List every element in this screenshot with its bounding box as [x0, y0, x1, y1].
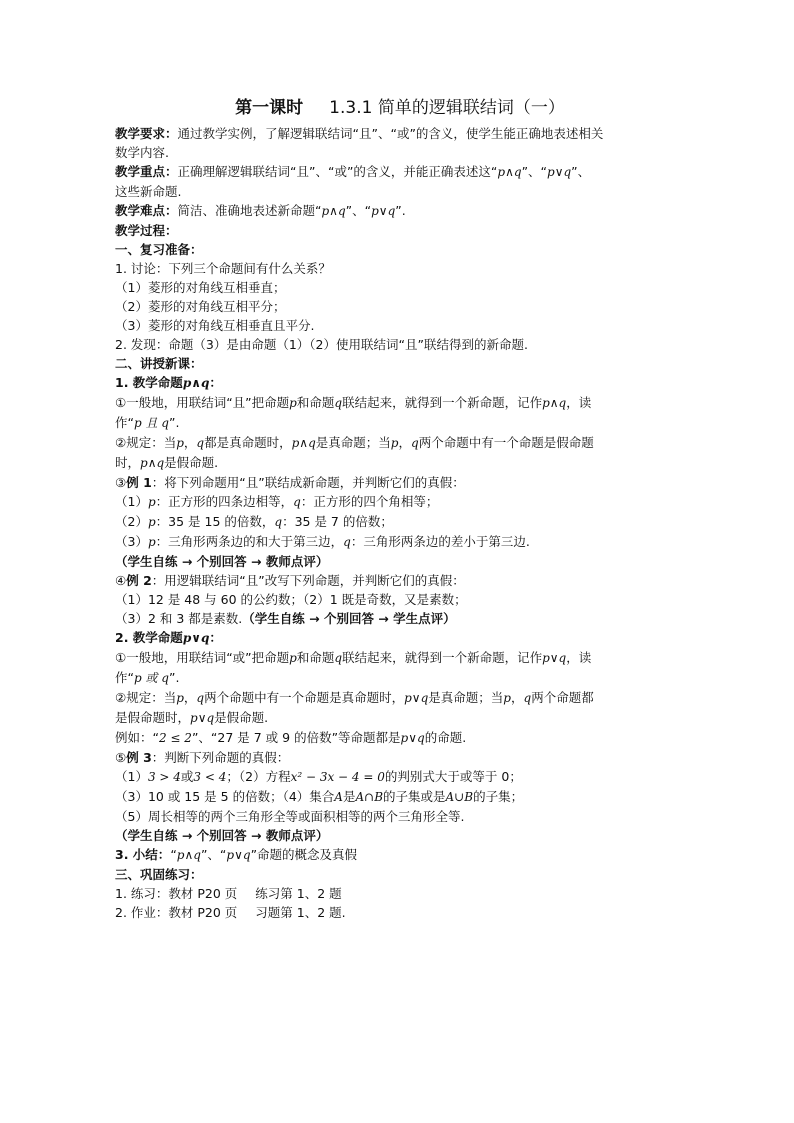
practice-item: 1. 练习：教材 P20 页 练习第 1、2 题 [115, 886, 342, 901]
requirements-line-2: 数学内容. [115, 145, 169, 160]
example1-intro: ③例 1：将下列命题用“且”联结成新命题，并判断它们的真假： [115, 475, 465, 490]
section1-heading: 一、复习准备： [115, 242, 203, 257]
key-points-label: 教学重点： [115, 164, 178, 179]
example2-item3: （3）2 和 3 都是素数.（学生自练 → 个别回答 → 学生点评） [115, 611, 456, 626]
summary-line: 3. 小结：“p∧q”、“p∨q”命题的概念及真假 [115, 847, 358, 862]
or-definition-line-1: ①一般地，用联结词“或”把命题p和命题q联结起来，就得到一个新命题，记作p∨q，读 [115, 650, 592, 665]
section1-item2: 2. 发现：命题（3）是由命题（1）（2）使用联结词“且”联结得到的新命题. [115, 337, 528, 352]
example3-items-1-2: （1）3 > 4或3 < 4；（2）方程x² − 3x − 4 = 0的判别式大于或等于 0； [115, 769, 522, 784]
process-label: 教学过程： [115, 223, 178, 238]
example3-item5: （5）周长相等的两个三角形全等或面积相等的两个三角形全等. [115, 809, 465, 824]
activity-flow-1: （学生自练 → 个别回答 → 教师点评） [115, 554, 329, 569]
or-rule-line-2: 是假命题时，p∨q是假命题. [115, 710, 269, 725]
example2-intro: ④例 2：用逻辑联结词“且”改写下列命题，并判断它们的真假： [115, 573, 465, 588]
example1-item2: （2）p：35 是 15 的倍数，q：35 是 7 的倍数； [115, 514, 393, 529]
or-definition-line-2: 作“p 或 q”. [115, 670, 180, 685]
section1-sub1: （1）菱形的对角线互相垂直； [115, 280, 286, 295]
or-example-line: 例如：“2 ≤ 2”、“27 是 7 或 9 的倍数”等命题都是p∨q的命题. [115, 730, 467, 745]
section1-item1: 1. 讨论：下列三个命题间有什么关系？ [115, 261, 331, 276]
example2-items: （1）12 是 48 与 60 的公约数；（2）1 既是奇数，又是素数； [115, 592, 467, 607]
example3-items-3-4: （3）10 或 15 是 5 的倍数；（4）集合A是A∩B的子集或是A∪B的子集； [115, 789, 524, 804]
or-rule-line-1: ②规定：当p，q两个命题中有一个命题是真命题时，p∨q是真命题；当p，q两个命题都 [115, 690, 594, 705]
and-definition-line-1: ①一般地，用联结词“且”把命题p和命题q联结起来，就得到一个新命题，记作p∧q，读 [115, 395, 592, 410]
teach-and-heading: 1. 教学命题p∧q： [115, 375, 222, 390]
lesson-topic: 1.3.1 简单的逻辑联结词（一） [329, 98, 565, 118]
page-title [115, 96, 685, 120]
example3-intro: ⑤例 3：判断下列命题的真假： [115, 750, 290, 765]
example1-item3: （3）p：三角形两条边的和大于第三边，q：三角形两条边的差小于第三边. [115, 534, 530, 549]
key-points-line-2: 这些新命题. [115, 184, 182, 199]
section1-sub2: （2）菱形的对角线互相平分； [115, 299, 286, 314]
activity-flow-2: （学生自练 → 个别回答 → 学生点评） [242, 611, 456, 626]
lesson-label: 第一课时 [235, 98, 304, 118]
and-rule-line-2: 时，p∧q是假命题. [115, 455, 219, 470]
section2-heading: 二、讲授新课： [115, 356, 203, 371]
document-body [115, 124, 685, 922]
section1-sub3: （3）菱形的对角线互相垂直且平分. [115, 318, 315, 333]
section3-heading: 三、巩固练习： [115, 867, 203, 882]
homework-item: 2. 作业：教材 P20 页 习题第 1、2 题. [115, 905, 346, 920]
difficulties-label: 教学难点： [115, 203, 178, 218]
requirements-label: 教学要求： [115, 126, 178, 141]
teach-or-heading: 2. 教学命题p∨q： [115, 630, 222, 645]
and-definition-line-2: 作“p 且 q”. [115, 415, 180, 430]
requirements-line-1: 教学要求：通过教学实例，了解逻辑联结词“且”、“或”的含义，使学生能正确地表述相关 [115, 126, 604, 141]
example1-item1: （1）p：正方形的四条边相等，q：正方形的四个角相等； [115, 494, 439, 509]
key-points-line-1: 教学重点：正确理解逻辑联结词“且”、“或”的含义，并能正确表述这“p∧q”、“p∨q”、 [115, 164, 591, 179]
activity-flow-3: （学生自练 → 个别回答 → 教师点评） [115, 828, 329, 843]
and-rule-line-1: ②规定：当p，q都是真命题时，p∧q是真命题；当p，q两个命题中有一个命题是假命题 [115, 435, 594, 450]
difficulties-line: 教学难点：简洁、准确地表述新命题“p∧q”、“p∨q”. [115, 203, 406, 218]
